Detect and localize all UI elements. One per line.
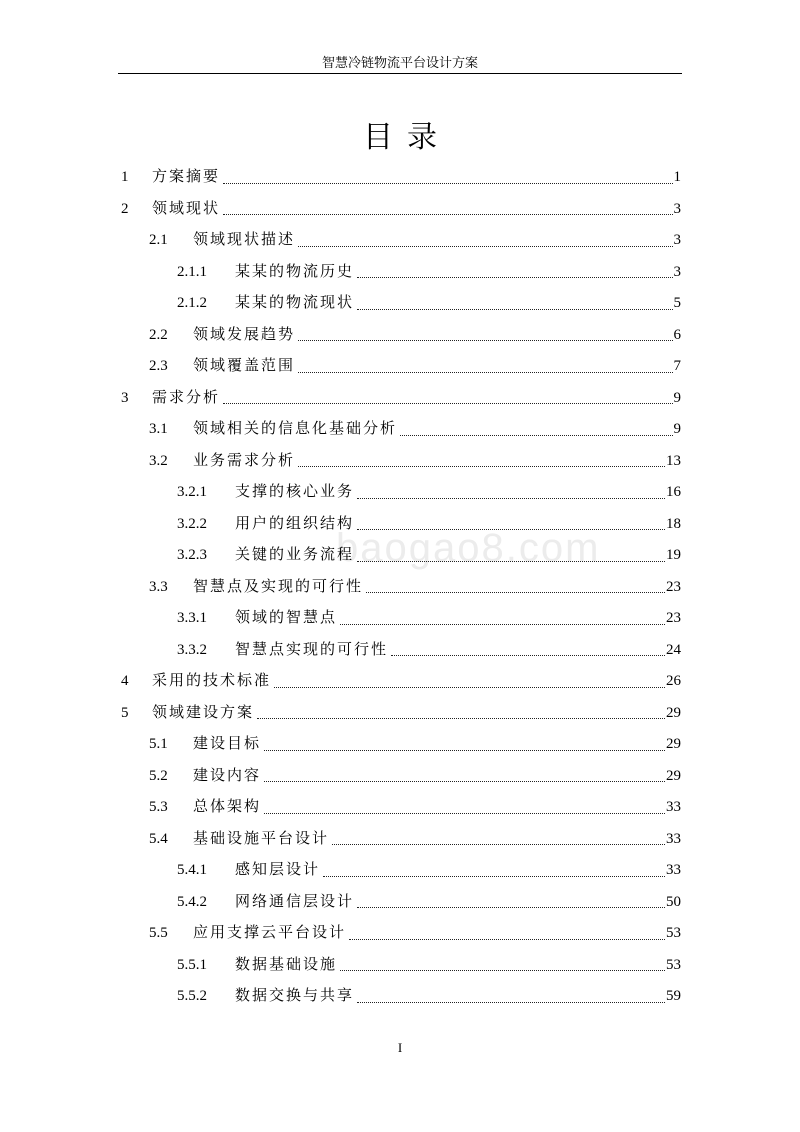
toc-dot-leader: [357, 273, 672, 278]
toc-entry[interactable]: [149, 418, 681, 440]
toc-entry-title: 总体架构: [193, 799, 262, 815]
toc-entry[interactable]: [149, 229, 681, 251]
toc-entry-page: 9: [673, 421, 681, 437]
toc-dot-leader: [323, 872, 665, 877]
toc-dot-leader: [257, 714, 665, 719]
toc-dot-leader: [264, 809, 665, 814]
toc-entry[interactable]: [177, 859, 681, 881]
toc-dot-leader: [340, 620, 665, 625]
toc-dot-leader: [274, 683, 665, 688]
toc-entry-page: 9: [673, 389, 681, 406]
toc-entry-number: 2.1.1: [177, 263, 207, 280]
toc-entry[interactable]: [177, 639, 681, 661]
toc-entry-title: 领域的智慧点: [235, 610, 338, 626]
toc-entry-title: 数据交换与共享: [235, 988, 355, 1004]
toc-entry[interactable]: [149, 576, 681, 598]
toc-dot-leader: [298, 242, 672, 247]
toc-entry-title: 用户的组织结构: [235, 515, 355, 532]
toc-entry[interactable]: [149, 355, 681, 377]
toc-entry-page: 18: [666, 515, 681, 532]
toc-entry-page: 59: [666, 988, 681, 1004]
toc-entry-number: 5.1: [149, 736, 168, 752]
toc-entry-title: 应用支撑云平台设计: [193, 925, 347, 941]
toc-entry-number: 2.2: [149, 326, 168, 343]
toc-entry-number: 1: [121, 169, 129, 185]
toc-entry-number: 2.1.2: [177, 295, 207, 311]
toc-entry-number: 3.2.1: [177, 484, 207, 500]
toc-entry-number: 5.4: [149, 830, 168, 847]
toc-entry-page: 29: [666, 767, 681, 784]
toc-entry-number: 3: [121, 389, 129, 406]
toc-entry-title: 领域现状描述: [193, 232, 296, 248]
toc-entry[interactable]: [149, 733, 681, 755]
toc-entry-page: 26: [666, 673, 681, 689]
toc-dot-leader: [223, 210, 672, 215]
page-number: I: [397, 1040, 403, 1055]
toc-entry-title: 感知层设计: [235, 862, 321, 878]
toc-entry[interactable]: [121, 198, 681, 220]
toc-entry-number: 3.3.1: [177, 610, 207, 626]
toc-dot-leader: [357, 494, 665, 499]
toc-entry[interactable]: [149, 922, 681, 944]
toc-entry[interactable]: [121, 166, 681, 188]
toc-entry-title: 某某的物流历史: [235, 263, 355, 280]
toc-entry-number: 2.3: [149, 358, 168, 374]
toc-entry-title: 网络通信层设计: [235, 893, 355, 910]
toc-entry-page: 33: [666, 830, 681, 847]
toc-entry-title: 数据基础设施: [235, 956, 338, 973]
toc-entry-title: 领域建设方案: [152, 704, 255, 721]
toc-entry[interactable]: [121, 702, 681, 724]
toc-entry-number: 2: [121, 200, 129, 217]
toc-entry-title: 建设内容: [193, 767, 262, 784]
toc-entry-page: 19: [666, 547, 681, 563]
toc-entry-title: 领域相关的信息化基础分析: [193, 421, 398, 437]
toc-entry-number: 3.2.2: [177, 515, 207, 532]
toc-entry[interactable]: [121, 670, 681, 692]
toc-entry-number: 3.2.3: [177, 547, 207, 563]
toc-entry[interactable]: [121, 387, 681, 409]
toc-entry-page: 53: [666, 956, 681, 973]
toc-entry[interactable]: [177, 481, 681, 503]
toc-dot-leader: [298, 462, 665, 467]
toc-entry-title: 某某的物流现状: [235, 295, 355, 311]
toc-entry[interactable]: [177, 544, 681, 566]
toc-entry[interactable]: [177, 954, 681, 976]
toc-entry[interactable]: [177, 292, 681, 314]
toc-entry[interactable]: [177, 985, 681, 1007]
toc-entry-title: 关键的业务流程: [235, 547, 355, 563]
toc-dot-leader: [357, 305, 672, 310]
toc-dot-leader: [349, 935, 665, 940]
toc-entry-page: 3: [673, 200, 681, 217]
toc-dot-leader: [223, 399, 672, 404]
toc-entry-page: 7: [673, 358, 681, 374]
toc-dot-leader: [357, 525, 665, 530]
toc-entry-page: 13: [666, 452, 681, 469]
toc-entry-title: 业务需求分析: [193, 452, 296, 469]
header-rule: [118, 73, 682, 74]
toc-dot-leader: [298, 368, 672, 373]
toc-entry-number: 4: [121, 673, 129, 689]
toc-entry-page: 6: [673, 326, 681, 343]
toc-entry-page: 33: [666, 862, 681, 878]
toc-entry[interactable]: [149, 765, 681, 787]
toc-dot-leader: [223, 179, 672, 184]
toc-entry-title: 智慧点实现的可行性: [235, 641, 389, 658]
toc-entry[interactable]: [177, 513, 681, 535]
toc-entry-page: 29: [666, 736, 681, 752]
toc-entry-number: 3.3.2: [177, 641, 207, 658]
toc-dot-leader: [332, 840, 665, 845]
toc-entry-number: 5.2: [149, 767, 168, 784]
toc-entry-number: 5.5: [149, 925, 168, 941]
toc-entry-title: 需求分析: [152, 389, 221, 406]
toc-entry-page: 3: [673, 232, 681, 248]
toc-entry-page: 1: [673, 169, 681, 185]
toc-entry-number: 3.1: [149, 421, 168, 437]
toc-title: 目录: [363, 121, 451, 154]
toc-entry-number: 5.4.2: [177, 893, 207, 910]
toc-entry-page: 53: [666, 925, 681, 941]
toc-entry[interactable]: [149, 450, 681, 472]
toc-entry-page: 29: [666, 704, 681, 721]
toc-entry-number: 5: [121, 704, 129, 721]
toc-entry[interactable]: [149, 796, 681, 818]
toc-entry[interactable]: [177, 607, 681, 629]
toc-entry-page: 16: [666, 484, 681, 500]
toc-dot-leader: [357, 998, 665, 1003]
toc-entry-page: 24: [666, 641, 681, 658]
toc-entry-number: 5.4.1: [177, 862, 207, 878]
toc-entry-number: 3.3: [149, 578, 168, 595]
toc-dot-leader: [366, 588, 665, 593]
toc-entry-title: 方案摘要: [152, 169, 221, 185]
toc-entry-title: 基础设施平台设计: [193, 830, 330, 847]
watermark: baogao8.com: [336, 526, 601, 570]
toc-entry-title: 智慧点及实现的可行性: [193, 578, 364, 595]
toc-dot-leader: [264, 746, 665, 751]
toc-entry-page: 3: [673, 263, 681, 280]
toc-dot-leader: [391, 651, 665, 656]
toc-entry-page: 23: [666, 578, 681, 595]
toc-entry-page: 50: [666, 893, 681, 910]
toc-dot-leader: [400, 431, 672, 436]
toc-entry-page: 5: [673, 295, 681, 311]
toc-entry[interactable]: [177, 891, 681, 913]
toc-entry-title: 领域发展趋势: [193, 326, 296, 343]
toc-dot-leader: [340, 966, 665, 971]
toc-dot-leader: [298, 336, 672, 341]
toc-entry-number: 5.3: [149, 799, 168, 815]
running-header: 智慧冷链物流平台设计方案: [321, 55, 478, 70]
toc-dot-leader: [357, 903, 665, 908]
toc-entry-number: 2.1: [149, 232, 168, 248]
toc-entry-number: 5.5.1: [177, 956, 207, 973]
toc-entry-title: 采用的技术标准: [152, 673, 272, 689]
toc-dot-leader: [357, 557, 665, 562]
toc-entry[interactable]: [149, 324, 681, 346]
toc-entry-page: 23: [666, 610, 681, 626]
toc-entry-page: 33: [666, 799, 681, 815]
toc-entry[interactable]: [177, 261, 681, 283]
toc-entry[interactable]: [149, 828, 681, 850]
toc-entry-number: 3.2: [149, 452, 168, 469]
toc-entry-number: 5.5.2: [177, 988, 207, 1004]
toc-entry-title: 领域覆盖范围: [193, 358, 296, 374]
toc-entry-title: 建设目标: [193, 736, 262, 752]
toc-dot-leader: [264, 777, 665, 782]
toc-entry-title: 领域现状: [152, 200, 221, 217]
toc-entry-title: 支撑的核心业务: [235, 484, 355, 500]
